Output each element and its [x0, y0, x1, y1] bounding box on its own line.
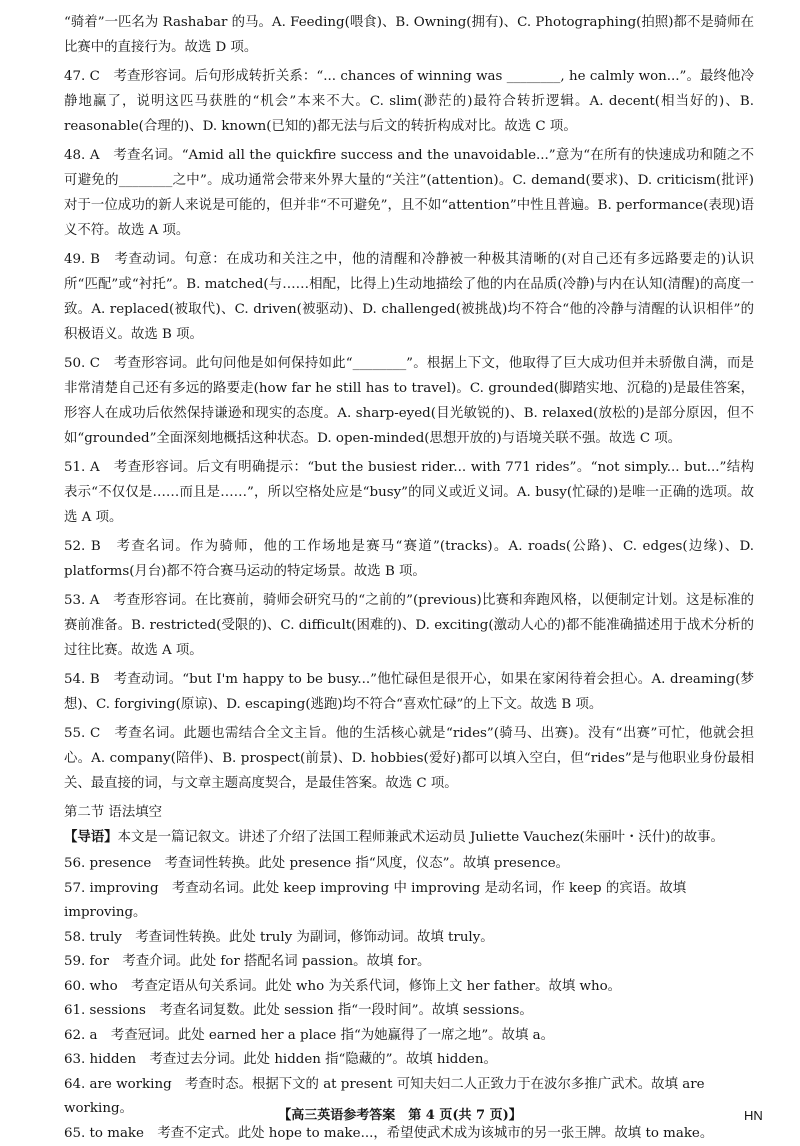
section-intro	[64, 825, 754, 850]
intro-text: 本文是一篇记叙文。讲述了介绍了法国工程师兼武术运动员 Juliette Vauchez(朱丽叶・沃什)的故事。	[118, 830, 724, 845]
answer-item-48: 48. A 考查名词。“Amid all the quickfire success and the unavoidable...”意为“在所有的快速成功和随之不可避免的________之中”。成功通常会带来外界大量的“关注”(attention)。C. demand(要求)、D. criticism(批评)对于一位成功的新人来说是可能的，但并非“不可避免”，且不如“attention”中性且普遍。B. performance(表现)语义不符。故选 A 项。	[64, 143, 754, 243]
answer-item-60: 60. who 考查定语从句关系词。此处 who 为关系代词，修饰上文 her father。故填 who。	[64, 975, 754, 1000]
answer-document	[64, 10, 754, 1146]
answer-item-47: 47. C 考查形容词。后句形成转折关系：“... chances of winning was ________, he calmly won...”。最终他冷静地赢了，说明这匹马获胜的“机会”本来不大。C. slim(渺茫的)最符合转折逻辑。A. decent(相当好的)、B. reasonable(合理的)、D. known(已知的)都无法与后文的转折构成对比。故选 C 项。	[64, 64, 754, 139]
answer-item-62: 62. a 考查冠词。此处 earned her a place 指“为她赢得了一席之地”。故填 a。	[64, 1024, 754, 1049]
section-title: 第二节 语法填空	[64, 800, 754, 825]
answer-item-51: 51. A 考查形容词。后文有明确提示：“but the busiest rider... with 771 rides”。“not simply... but...”结构表示“不仅仅是……而且是……”，所以空格处应是“busy”的同义或近义词。A. busy(忙碌的)是唯一正确的选项。故选 A 项。	[64, 455, 754, 530]
answer-item-50: 50. C 考查形容词。此句问他是如何保持如此“________”。根据上下文，他取得了巨大成功但并未骄傲自满，而是非常清楚自己还有多远的路要走(how far he still has to travel)。C. grounded(脚踏实地、沉稳的)是最佳答案，形容人在成功后依然保持谦逊和现实的态度。A. sharp-eyed(目光敏锐的)、B. relaxed(放松的)是部分原因，但不如“grounded”全面深刻地概括这种状态。D. open-minded(思想开放的)与语境关联不强。故选 C 项。	[64, 351, 754, 451]
answer-item-58: 58. truly 考查词性转换。此处 truly 为副词，修饰动词。故填 truly。	[64, 926, 754, 951]
page-footer	[0, 1104, 800, 1128]
answer-item-65: 65. to make 考查不定式。此处 hope to make...，希望使武术成为该城市的另一张王牌。故填 to make。	[64, 1122, 754, 1146]
grammar-answer-list	[64, 852, 754, 1146]
answer-item-63: 63. hidden 考查过去分词。此处 hidden 指“隐藏的”。故填 hidden。	[64, 1048, 754, 1073]
top-continuation: “骑着”一匹名为 Rashabar 的马。A. Feeding(喂食)、B. Owning(拥有)、C. Photographing(拍照)都不是骑师在比赛中的直接行为。故选 D 项。	[64, 10, 754, 60]
answer-item-54: 54. B 考查动词。“but I'm happy to be busy...”他忙碌但是很开心，如果在家闲待着会担心。A. dreaming(梦想)、C. forgiving(原谅)、D. escaping(逃跑)均不符合“喜欢忙碌”的上下文。故选 B 项。	[64, 667, 754, 717]
answer-item-55: 55. C 考查名词。此题也需结合全文主旨。他的生活核心就是“rides”(骑马、出赛)。没有“出赛”可忙，他就会担心。A. company(陪伴)、B. prospect(前景)、D. hobbies(爱好)都可以填入空白，但“rides”是与他职业身份最相关、最直接的词，与文章主题高度契合，是最佳答案。故选 C 项。	[64, 721, 754, 796]
footer-region-code: HN	[744, 1104, 763, 1128]
answer-item-57: 57. improving 考查动名词。此处 keep improving 中 improving 是动名词，作 keep 的宾语。故填 improving。	[64, 877, 754, 926]
answer-item-49: 49. B 考查动词。句意：在成功和关注之中，他的清醒和冷静被一种极其清晰的(对自己还有多远路要走的)认识所“匹配”或“衬托”。B. matched(与……相配，比得上)生动地描绘了他的内在品质(冷静)与内在认知(清醒)的高度一致。A. replaced(被取代)、C. driven(被驱动)、D. challenged(被挑战)均不符合“他的冷静与清醒的认识相伴”的积极语义。故选 B 项。	[64, 247, 754, 347]
answer-item-59: 59. for 考查介词。此处 for 搭配名词 passion。故填 for。	[64, 950, 754, 975]
answer-item-53: 53. A 考查形容词。在比赛前，骑师会研究马的“之前的”(previous)比赛和奔跑风格，以便制定计划。这是标准的赛前准备。B. restricted(受限的)、C. difficult(困难的)、D. exciting(激动人心的)都不能准确描述用于战术分析的过往比赛。故选 A 项。	[64, 588, 754, 663]
intro-tag: 【导语】	[64, 829, 118, 845]
answer-item-64: 64. are working 考查时态。根据下文的 at present 可知夫妇二人正致力于在波尔多推广武术。故填 are working。	[64, 1073, 754, 1122]
answer-item-52: 52. B 考查名词。作为骑师，他的工作场地是赛马“赛道”(tracks)。A. roads(公路)、C. edges(边缘)、D. platforms(月台)都不符合赛马运动的特定场景。故选 B 项。	[64, 534, 754, 584]
answer-item-61: 61. sessions 考查名词复数。此处 session 指“一段时间”。故填 sessions。	[64, 999, 754, 1024]
cloze-answer-list	[64, 64, 754, 796]
answer-item-56: 56. presence 考查词性转换。此处 presence 指“风度，仪态”。故填 presence。	[64, 852, 754, 877]
footer-page-info: 【高三英语参考答案 第 4 页(共 7 页)】	[0, 1104, 800, 1128]
